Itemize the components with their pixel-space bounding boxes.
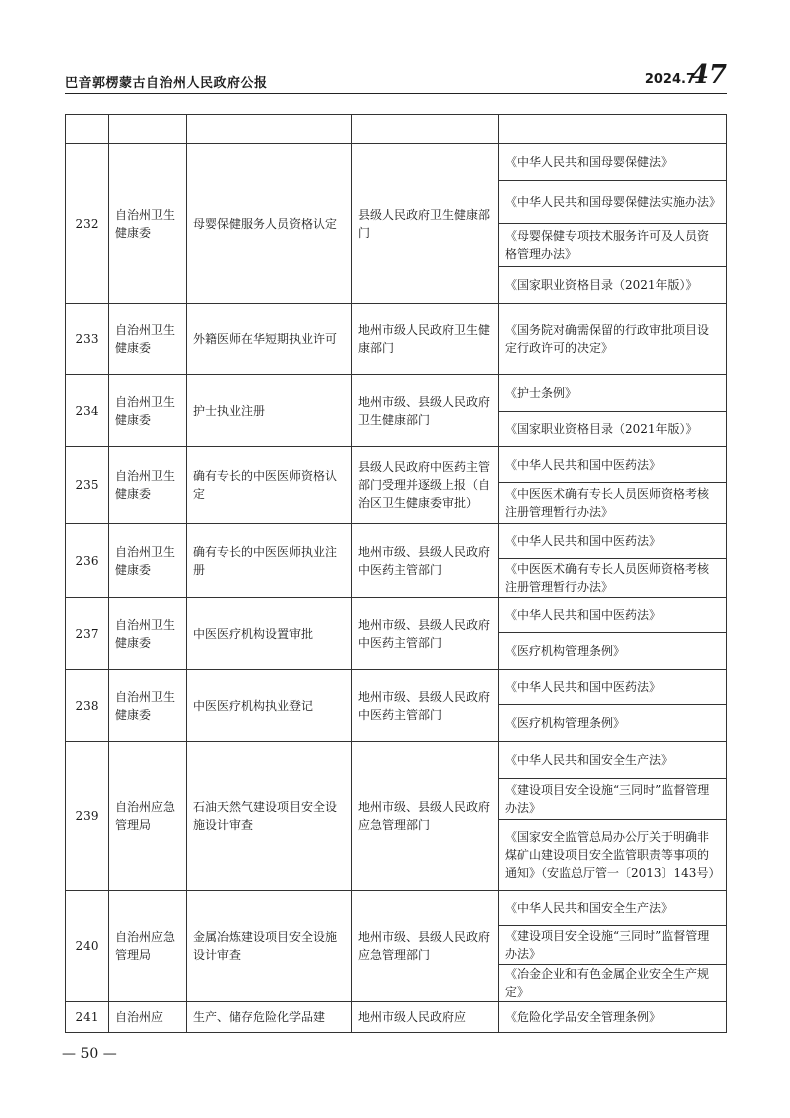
item-number: 236 <box>66 524 109 598</box>
permit-item: 护士执业注册 <box>187 375 352 447</box>
legal-basis: 《中华人民共和国安全生产法》 <box>499 742 727 779</box>
legal-basis: 《医疗机构管理条例》 <box>499 705 727 742</box>
legal-basis: 《中医医术确有专长人员医师资格考核注册管理暂行办法》 <box>499 559 727 598</box>
responsible-department: 自治州应 <box>109 1002 187 1033</box>
permit-table <box>65 114 727 1033</box>
page-number: — 50 — <box>62 1046 117 1062</box>
legal-basis: 《护士条例》 <box>499 375 727 412</box>
legal-basis: 《危险化学品安全管理条例》 <box>499 1002 727 1033</box>
item-number: 239 <box>66 742 109 891</box>
legal-basis: 《国家安全监管总局办公厅关于明确非煤矿山建设项目安全监管职责等事项的通知》（安监总厅管一〔2013〕143号） <box>499 820 727 891</box>
approval-authority: 地州市级人民政府卫生健康部门 <box>352 304 499 375</box>
legal-basis: 《国家职业资格目录（2021年版）》 <box>499 267 727 304</box>
permit-item: 母婴保健服务人员资格认定 <box>187 144 352 304</box>
table-row <box>66 891 727 926</box>
table-row <box>66 670 727 705</box>
permit-item: 金属冶炼建设项目安全设施设计审查 <box>187 891 352 1002</box>
page-header <box>65 62 727 92</box>
responsible-department: 自治州卫生健康委 <box>109 304 187 375</box>
responsible-department: 自治州卫生健康委 <box>109 598 187 670</box>
approval-authority: 地州市级、县级人民政府卫生健康部门 <box>352 375 499 447</box>
legal-basis: 《中华人民共和国中医药法》 <box>499 670 727 705</box>
table-row <box>66 524 727 559</box>
item-number: 232 <box>66 144 109 304</box>
approval-authority: 地州市级、县级人民政府中医药主管部门 <box>352 670 499 742</box>
approval-authority: 县级人民政府卫生健康部门 <box>352 144 499 304</box>
table-cell <box>109 115 187 144</box>
responsible-department: 自治州卫生健康委 <box>109 375 187 447</box>
approval-authority: 地州市级、县级人民政府中医药主管部门 <box>352 598 499 670</box>
table-row <box>66 1002 727 1033</box>
permit-item: 中医医疗机构设置审批 <box>187 598 352 670</box>
item-number: 234 <box>66 375 109 447</box>
table-row <box>66 447 727 483</box>
permit-item: 确有专长的中医医师资格认定 <box>187 447 352 524</box>
table-cell <box>66 115 109 144</box>
legal-basis: 《中华人民共和国中医药法》 <box>499 524 727 559</box>
approval-authority: 地州市级、县级人民政府应急管理部门 <box>352 742 499 891</box>
responsible-department: 自治州应急管理局 <box>109 891 187 1002</box>
approval-authority: 地州市级人民政府应 <box>352 1002 499 1033</box>
legal-basis: 《建设项目安全设施“三同时”监督管理办法》 <box>499 779 727 820</box>
table-row <box>66 144 727 181</box>
responsible-department: 自治州卫生健康委 <box>109 447 187 524</box>
item-number: 240 <box>66 891 109 1002</box>
item-number: 238 <box>66 670 109 742</box>
legal-basis: 《中华人民共和国安全生产法》 <box>499 891 727 926</box>
item-number: 237 <box>66 598 109 670</box>
responsible-department: 自治州卫生健康委 <box>109 144 187 304</box>
permit-item: 中医医疗机构执业登记 <box>187 670 352 742</box>
legal-basis: 《中华人民共和国母婴保健法》 <box>499 144 727 181</box>
table-cell <box>187 115 352 144</box>
approval-authority: 地州市级、县级人民政府中医药主管部门 <box>352 524 499 598</box>
table-row <box>66 304 727 375</box>
issue-date: 2024.7 <box>644 72 695 87</box>
table-continuation-row <box>66 115 727 144</box>
responsible-department: 自治州卫生健康委 <box>109 670 187 742</box>
table-row <box>66 375 727 412</box>
permit-item: 石油天然气建设项目安全设施设计审查 <box>187 742 352 891</box>
header-divider <box>65 93 727 94</box>
legal-basis: 《医疗机构管理条例》 <box>499 633 727 670</box>
permit-item: 外籍医师在华短期执业许可 <box>187 304 352 375</box>
legal-basis: 《中华人民共和国中医药法》 <box>499 447 727 483</box>
approval-authority: 地州市级、县级人民政府应急管理部门 <box>352 891 499 1002</box>
gazette-title: 巴音郭楞蒙古自治州人民政府公报 <box>65 76 268 91</box>
item-number: 235 <box>66 447 109 524</box>
legal-basis: 《中医医术确有专长人员医师资格考核注册管理暂行办法》 <box>499 483 727 524</box>
legal-basis: 《建设项目安全设施“三同时”监督管理办法》 <box>499 926 727 965</box>
responsible-department: 自治州应急管理局 <box>109 742 187 891</box>
responsible-department: 自治州卫生健康委 <box>109 524 187 598</box>
legal-basis: 《国家职业资格目录（2021年版）》 <box>499 412 727 447</box>
table-row <box>66 598 727 633</box>
item-number: 241 <box>66 1002 109 1033</box>
legal-basis: 《国务院对确需保留的行政审批项目设定行政许可的决定》 <box>499 304 727 375</box>
permit-item: 确有专长的中医医师执业注册 <box>187 524 352 598</box>
permit-item: 生产、储存危险化学品建 <box>187 1002 352 1033</box>
table-cell <box>499 115 727 144</box>
legal-basis: 《母婴保健专项技术服务许可及人员资格管理办法》 <box>499 224 727 267</box>
legal-basis: 《冶金企业和有色金属企业安全生产规定》 <box>499 965 727 1002</box>
table-cell <box>352 115 499 144</box>
legal-basis: 《中华人民共和国母婴保健法实施办法》 <box>499 181 727 224</box>
issue-number: 47 <box>690 60 727 90</box>
legal-basis: 《中华人民共和国中医药法》 <box>499 598 727 633</box>
approval-authority: 县级人民政府中医药主管部门受理并逐级上报（自治区卫生健康委审批） <box>352 447 499 524</box>
table-row <box>66 742 727 779</box>
item-number: 233 <box>66 304 109 375</box>
